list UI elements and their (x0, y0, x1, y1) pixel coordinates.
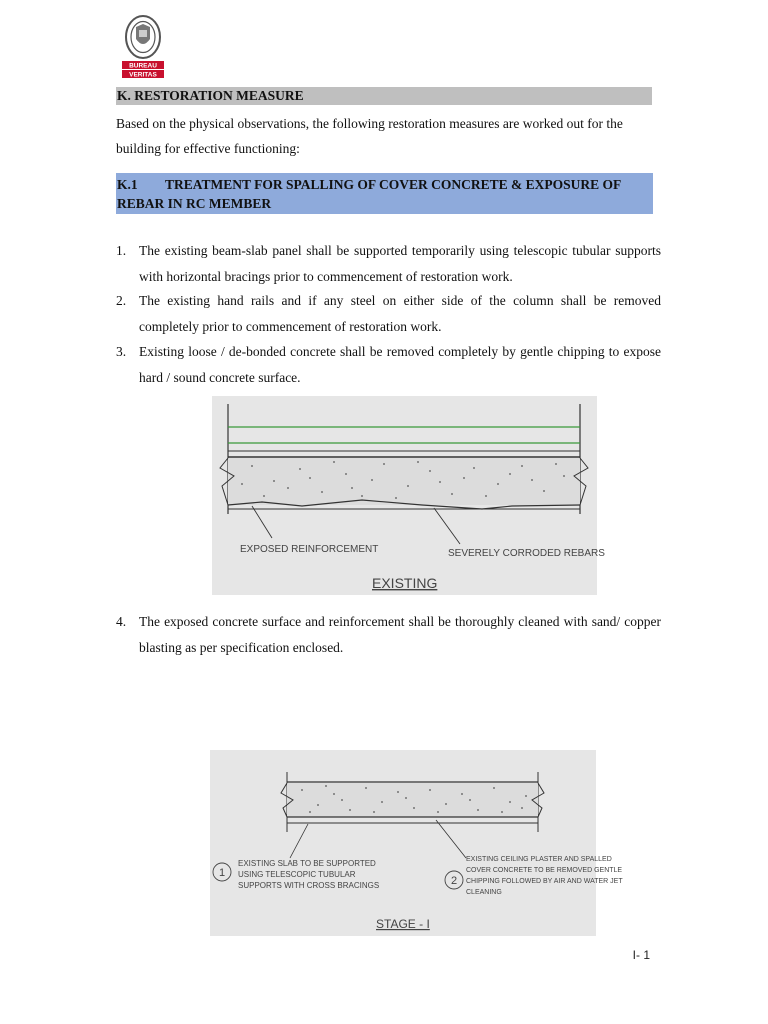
note-2-line-3: CHIPPING FOLLOWED BY AIR AND WATER JET (466, 878, 623, 885)
subsection-title-line-1: TREATMENT FOR SPALLING OF COVER CONCRETE & EXPOSURE OF (165, 177, 622, 192)
figure-existing (212, 396, 605, 595)
logo-bottom-text: VERITAS (129, 71, 157, 79)
list-item-text: Existing loose / de-bonded concrete shall be removed completely by gentle chipping to expose hard / sound concrete surface. (139, 344, 661, 385)
label-corroded-rebars: SEVERELY CORRODED REBARS (448, 548, 605, 559)
list-item-text: The existing beam-slab panel shall be supported temporarily using telescopic tubular supports with horizontal bracings prior to commencement of restoration work. (139, 243, 661, 284)
intro-line-2: building for effective functioning: (116, 141, 300, 156)
subsection-number: K.1 (117, 177, 138, 192)
list-item-text: The existing hand rails and if any steel on either side of the column shall be removed completely prior to commencement of restoration work. (139, 293, 661, 334)
list-item (116, 288, 661, 339)
list-item (116, 609, 661, 660)
list-item-number: 4. (116, 614, 127, 629)
list-item (116, 238, 661, 289)
marker-1-number: 1 (218, 867, 226, 879)
subsection-title-line-2: REBAR IN RC MEMBER (117, 196, 272, 211)
note-1-line-1: EXISTING SLAB TO BE SUPPORTED (238, 859, 376, 868)
label-exposed-reinforcement: EXPOSED REINFORCEMENT (240, 544, 379, 555)
list-item (116, 339, 661, 390)
note-2-line-4: CLEANING (466, 889, 502, 896)
marker-2-number: 2 (450, 875, 458, 887)
note-1-line-3: SUPPORTS WITH CROSS BRACINGS (238, 881, 380, 890)
logo-seal-icon (118, 15, 168, 79)
note-2-line-2: COVER CONCRETE TO BE REMOVED GENTLE (466, 867, 623, 874)
intro-paragraph (116, 111, 661, 161)
list-item-number: 3. (116, 344, 127, 359)
figure-stage-1 (210, 750, 623, 936)
intro-line-1: Based on the physical observations, the following restoration measures are worked out for the (116, 116, 623, 131)
stage-1-drawing (210, 750, 623, 936)
note-1-line-2: USING TELESCOPIC TUBULAR (238, 870, 356, 879)
logo-top-text: BUREAU (129, 62, 157, 70)
list-item-text: The exposed concrete surface and reinforcement shall be thoroughly cleaned with sand/ copper blasting as per specification enclosed. (139, 614, 661, 655)
subsection-heading (116, 173, 653, 214)
figure-caption-existing: EXISTING (372, 575, 438, 591)
page-number: I- 1 (632, 948, 650, 962)
section-heading: K. RESTORATION MEASURE (116, 87, 652, 105)
existing-slab-drawing (212, 396, 605, 595)
list-item-number: 2. (116, 293, 127, 308)
figure-caption-stage-1: STAGE - I (376, 917, 430, 931)
note-2-line-1: EXISTING CEILING PLASTER AND SPALLED (466, 856, 612, 863)
list-item-number: 1. (116, 243, 127, 258)
bureau-veritas-logo (118, 15, 168, 79)
